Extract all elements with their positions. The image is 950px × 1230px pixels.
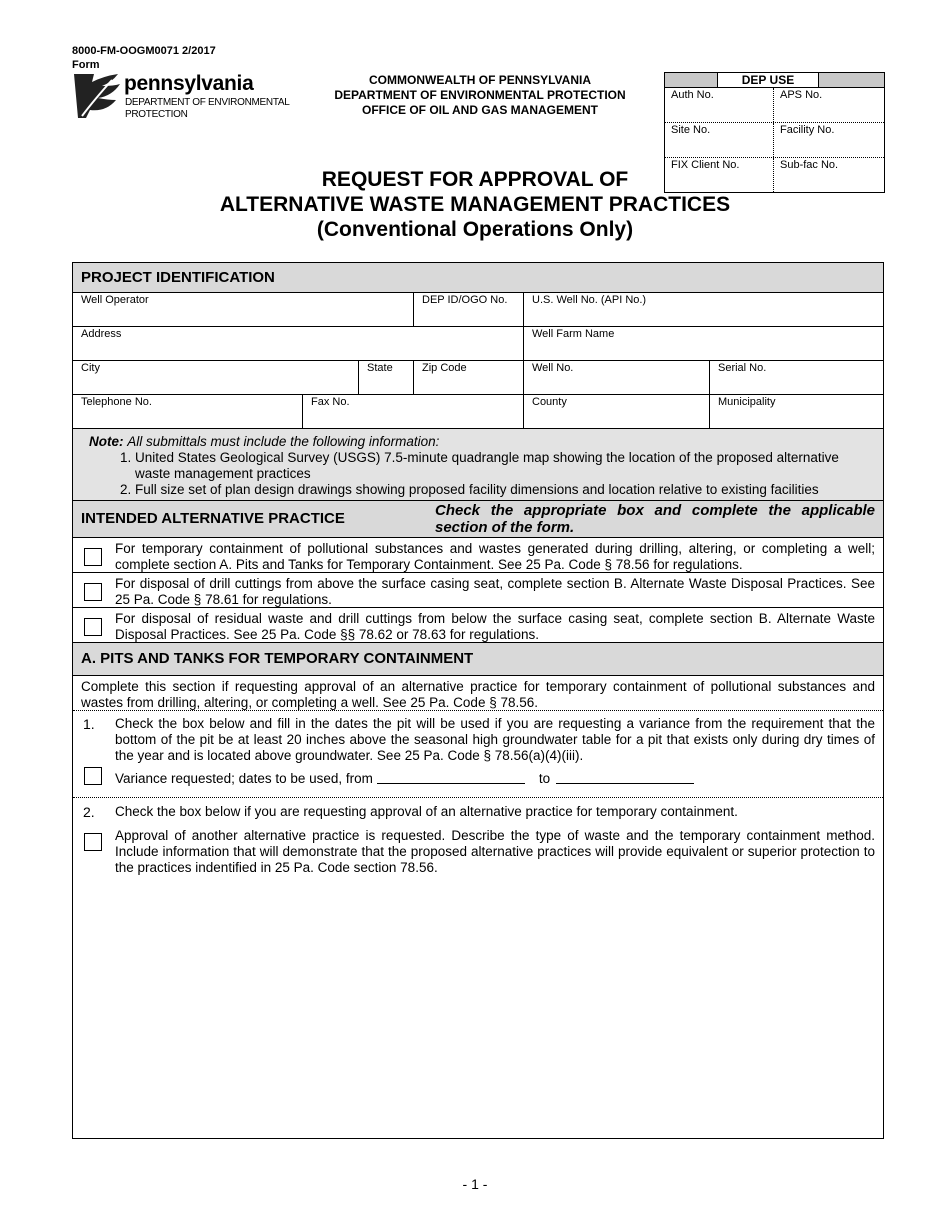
variance-line: [115, 771, 694, 786]
option-temporary-containment-text: For temporary containment of pollutional substances and wastes generated during drilling, altering, or completing a well; complete section A. Pits and Tanks for Temporary Containment. See 25 Pa. Code § 78.56 for regulations.: [115, 541, 875, 572]
page-number: - 1 -: [462, 1176, 488, 1192]
form-number-text: 8000-FM-OOGM0071 2/2017: [72, 45, 216, 57]
submittal-note: [73, 429, 883, 501]
well-no-field[interactable]: Well No.: [523, 361, 709, 394]
state-field[interactable]: State: [358, 361, 413, 394]
variance-to-input[interactable]: [556, 771, 694, 784]
section-a-heading: A. PITS AND TANKS FOR TEMPORARY CONTAINMENT: [73, 643, 883, 676]
project-row: [73, 395, 883, 429]
variance-to-label: to: [538, 771, 551, 786]
agency-line3: OFFICE OF OIL AND GAS MANAGEMENT: [362, 103, 598, 117]
project-row: [73, 293, 883, 327]
dep-use-header: [665, 73, 884, 88]
option-temporary-containment: [73, 538, 883, 573]
option-temporary-containment-checkbox[interactable]: [84, 548, 102, 566]
telephone-field[interactable]: Telephone No.: [81, 396, 152, 408]
section-a-intro: Complete this section if requesting approval of an alternative practice for temporary containment of pollutional substances and wastes from drilling, altering, or completing a well. See 25 Pa. Code § 78.56.: [73, 676, 883, 711]
sub-fac-no-field[interactable]: Sub-fac No.: [780, 159, 839, 171]
note-text: All submittals must include the following information:: [127, 434, 440, 449]
project-row: [73, 327, 883, 361]
zip-field[interactable]: Zip Code: [413, 361, 523, 394]
address-field[interactable]: Address: [81, 328, 122, 340]
variance-checkbox[interactable]: [84, 767, 102, 785]
aps-no-field[interactable]: APS No.: [780, 89, 823, 101]
dep-use-title: DEP USE: [717, 73, 819, 87]
logo-department: [125, 97, 290, 121]
option-above-casing-checkbox[interactable]: [84, 583, 102, 601]
variance-from-input[interactable]: [377, 771, 525, 784]
project-identification-heading: PROJECT IDENTIFICATION: [73, 263, 883, 293]
form-label: Form: [72, 59, 100, 71]
well-farm-name-field[interactable]: Well Farm Name: [523, 327, 883, 360]
api-no-field[interactable]: U.S. Well No. (API No.): [523, 293, 883, 326]
section-a-item2: [73, 798, 883, 1124]
option-below-casing-checkbox[interactable]: [84, 618, 102, 636]
item2-text: Check the box below if you are requesting approval of an alternative practice for temporary containment.: [115, 804, 738, 819]
item2-number: 2.: [83, 804, 95, 820]
auth-no-field[interactable]: Auth No.: [665, 88, 774, 122]
description-area[interactable]: [115, 882, 875, 1120]
intended-practice-header: [73, 501, 883, 538]
pa-dep-logo: [72, 72, 302, 122]
agency-line2: DEPARTMENT OF ENVIRONMENTAL PROTECTION: [334, 88, 626, 102]
project-row: [73, 361, 883, 395]
county-field[interactable]: County: [523, 395, 709, 428]
logo-name: pennsylvania: [124, 72, 254, 95]
logo-dept-line2: PROTECTION: [125, 109, 188, 120]
municipality-field[interactable]: Municipality: [709, 395, 883, 428]
dep-use-row: [665, 88, 884, 123]
title-line3: (Conventional Operations Only): [316, 218, 634, 241]
option-above-casing: [73, 573, 883, 608]
form-number: [72, 44, 216, 72]
section-a-item1: [73, 711, 883, 798]
variance-label: Variance requested; dates to be used, from: [115, 771, 373, 786]
option-below-casing: [73, 608, 883, 643]
approval-checkbox[interactable]: [84, 833, 102, 851]
note-item: 1. United States Geological Survey (USGS) 7.5-minute quadrangle map showing the location of the proposed alternative waste management practices: [135, 450, 875, 482]
keystone-leaf-icon: [72, 72, 122, 120]
form-title: [130, 167, 820, 242]
approval-text: Approval of another alternative practice is requested. Describe the type of waste and the temporary containment method. Include information that will demonstrate that the proposed alternative practices will provide equivalent or superior protection to the practices indentified in 25 Pa. Code section 78.56.: [115, 828, 875, 875]
option-below-casing-text: For disposal of residual waste and drill cuttings from below the surface casing seat, complete section B. Alternate Waste Disposal Practices. See 25 Pa. Code §§ 78.62 or 78.63 for regulations.: [115, 611, 875, 642]
note-item: 2. Full size set of plan design drawings showing proposed facility dimensions and location relative to existing facilities: [135, 482, 875, 498]
intended-practice-heading: INTENDED ALTERNATIVE PRACTICE: [81, 510, 345, 527]
logo-dept-line1: DEPARTMENT OF ENVIRONMENTAL: [125, 97, 290, 108]
serial-no-field[interactable]: Serial No.: [709, 361, 883, 394]
intended-practice-instruction: Check the appropriate box and complete the applicable section of the form.: [435, 502, 875, 536]
city-field[interactable]: City: [81, 362, 100, 374]
site-no-field[interactable]: Site No.: [665, 123, 774, 157]
fix-client-no-field[interactable]: FIX Client No.: [665, 158, 774, 192]
note-label: Note:: [89, 434, 124, 449]
well-operator-field[interactable]: Well Operator: [81, 294, 149, 306]
facility-no-field[interactable]: Facility No.: [780, 124, 835, 136]
option-above-casing-text: For disposal of drill cuttings from above the surface casing seat, complete section B. Alternate Waste Disposal Practices. See 25 Pa. Code § 78.61 for regulations.: [115, 576, 875, 607]
title-line1: REQUEST FOR APPROVAL OF: [321, 168, 629, 191]
agency-block: [300, 73, 660, 118]
title-line2: ALTERNATIVE WASTE MANAGEMENT PRACTICES: [219, 193, 731, 216]
item1-text: Check the box below and fill in the dates the pit will be used if you are requesting a variance from the requirement that the bottom of the pit be at least 20 inches above the seasonal high groundwater table for a pit that exists only during dry times of the year and is located above groundwater. See 25 Pa. Code § 78.56(a)(4)(iii).: [115, 716, 875, 763]
agency-line1: COMMONWEALTH OF PENNSYLVANIA: [369, 73, 591, 87]
dep-id-field[interactable]: DEP ID/OGO No.: [413, 293, 523, 326]
dep-use-row: [665, 123, 884, 158]
item1-number: 1.: [83, 716, 95, 732]
main-form: [72, 262, 884, 1139]
fax-field[interactable]: Fax No.: [302, 395, 523, 428]
